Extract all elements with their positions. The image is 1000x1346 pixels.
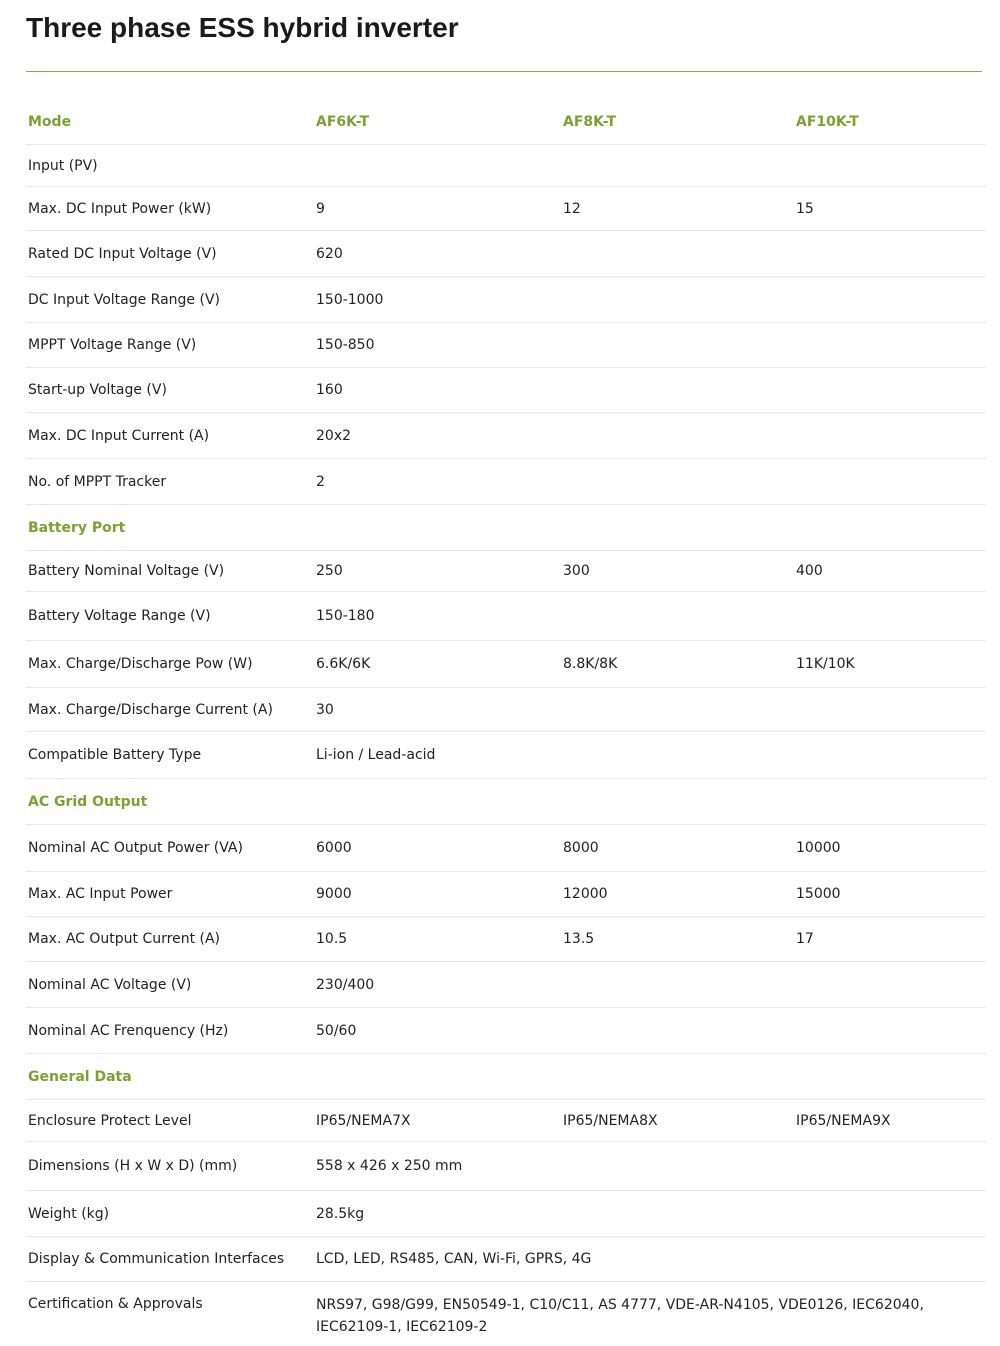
section-row-battery-port <box>26 505 986 551</box>
table-row <box>26 688 986 732</box>
table-row <box>26 592 986 641</box>
row-label: Max. DC Input Power (kW) <box>28 200 212 217</box>
row-value: 28.5kg <box>316 1205 365 1222</box>
section-title: Battery Port <box>28 519 126 536</box>
table-row <box>26 1142 986 1191</box>
row-value: 160 <box>316 382 343 398</box>
table-row <box>26 277 986 323</box>
table-row <box>26 1282 986 1346</box>
table-row <box>26 917 986 962</box>
row-value: 15000 <box>796 886 841 902</box>
row-value: IP65/NEMA9X <box>796 1112 891 1129</box>
row-value: 2 <box>316 473 325 490</box>
row-value: 10000 <box>796 840 841 856</box>
table-row <box>26 187 986 231</box>
table-row <box>26 1191 986 1237</box>
row-value: Li-ion / Lead-acid <box>316 747 436 763</box>
row-value: 620 <box>316 245 343 262</box>
section-row-general-data <box>26 1054 986 1100</box>
section-title: AC Grid Output <box>28 793 148 810</box>
row-label: Certification & Approvals <box>28 1296 203 1312</box>
model-af6k-t: AF6K-T <box>316 114 370 130</box>
row-value: 30 <box>316 701 334 718</box>
row-value: 11K/10K <box>796 656 855 672</box>
mode-label: Mode <box>28 114 72 130</box>
spec-table <box>26 100 986 1346</box>
table-row <box>26 1237 986 1282</box>
row-value: NRS97, G98/G99, EN50549-1, C10/C11, AS 4777, VDE-AR-N4105, VDE0126, IEC62040, IEC62109-1, IEC62109-2 <box>316 1297 924 1335</box>
row-value: 20x2 <box>316 427 352 444</box>
section-row-ac-grid-output <box>26 779 986 825</box>
row-value: 6.6K/6K <box>316 656 371 672</box>
row-value: 400 <box>796 563 823 579</box>
row-value: 50/60 <box>316 1022 357 1039</box>
row-value: IP65/NEMA8X <box>563 1112 658 1129</box>
table-row <box>26 1100 986 1142</box>
table-row <box>26 551 986 592</box>
table-row <box>26 872 986 917</box>
section-title: General Data <box>28 1068 132 1085</box>
model-af8k-t: AF8K-T <box>563 114 617 130</box>
row-value: 150-180 <box>316 608 375 624</box>
row-value: 558 x 426 x 250 mm <box>316 1158 463 1174</box>
table-row <box>26 459 986 505</box>
row-value: 15 <box>796 200 814 217</box>
row-label: Battery Nominal Voltage (V) <box>28 563 225 579</box>
row-value: 8000 <box>563 840 599 856</box>
row-value: IP65/NEMA7X <box>316 1112 411 1129</box>
row-label: MPPT Voltage Range (V) <box>28 337 197 353</box>
model-af10k-t: AF10K-T <box>796 114 859 130</box>
row-value: 9 <box>316 200 325 217</box>
table-row <box>26 641 986 688</box>
title-divider <box>26 71 982 72</box>
row-value: 13.5 <box>563 931 595 947</box>
row-label: Start-up Voltage (V) <box>28 382 167 398</box>
row-label: Nominal AC Frenquency (Hz) <box>28 1022 229 1039</box>
row-label: No. of MPPT Tracker <box>28 473 167 490</box>
row-value: 6000 <box>316 840 352 856</box>
row-label: Nominal AC Voltage (V) <box>28 976 192 993</box>
section-title: Input (PV) <box>28 157 98 174</box>
section-row-input-pv <box>26 145 986 187</box>
row-label: Max. AC Input Power <box>28 886 173 902</box>
row-label: Display & Communication Interfaces <box>28 1251 285 1267</box>
table-row <box>26 231 986 277</box>
table-row <box>26 732 986 779</box>
table-row <box>26 323 986 368</box>
row-value: 230/400 <box>316 976 375 993</box>
row-label: Battery Voltage Range (V) <box>28 608 211 624</box>
row-value: 10.5 <box>316 931 348 947</box>
table-row <box>26 368 986 413</box>
row-label: Max. AC Output Current (A) <box>28 931 221 947</box>
row-label: DC Input Voltage Range (V) <box>28 291 220 308</box>
header-row <box>26 100 986 145</box>
row-value: 8.8K/8K <box>563 656 618 672</box>
row-label: Rated DC Input Voltage (V) <box>28 245 217 262</box>
row-label: Max. DC Input Current (A) <box>28 427 210 444</box>
table-row <box>26 962 986 1008</box>
row-value: 12 <box>563 200 581 217</box>
row-value: 9000 <box>316 886 352 902</box>
row-value: 12000 <box>563 886 608 902</box>
row-value: 150-850 <box>316 337 375 353</box>
row-label: Max. Charge/Discharge Current (A) <box>28 701 273 718</box>
table-row <box>26 413 986 459</box>
row-value: 150-1000 <box>316 291 384 308</box>
row-value: 17 <box>796 931 814 947</box>
page-title: Three phase ESS hybrid inverter <box>26 12 459 43</box>
row-label: Dimensions (H x W x D) (mm) <box>28 1158 238 1174</box>
table-row <box>26 825 986 872</box>
row-label: Compatible Battery Type <box>28 747 202 763</box>
row-label: Max. Charge/Discharge Pow (W) <box>28 656 253 672</box>
row-value: 300 <box>563 563 590 579</box>
row-label: Nominal AC Output Power (VA) <box>28 840 243 856</box>
row-value: LCD, LED, RS485, CAN, Wi-Fi, GPRS, 4G <box>316 1251 592 1267</box>
table-row <box>26 1008 986 1054</box>
row-label: Enclosure Protect Level <box>28 1112 192 1129</box>
row-value: 250 <box>316 563 343 579</box>
row-label: Weight (kg) <box>28 1205 110 1222</box>
